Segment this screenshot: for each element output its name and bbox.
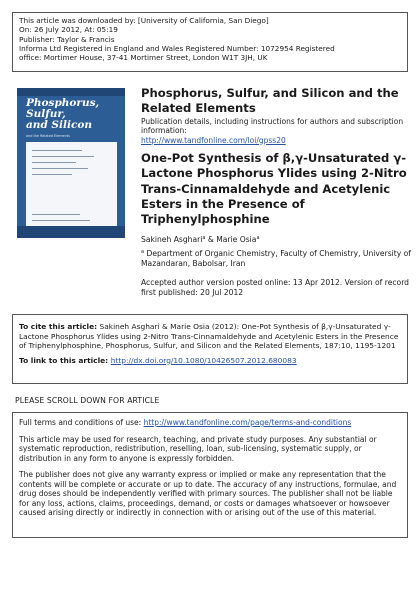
journal-title: Phosphorus, Sulfur, and Silicon and the Related Elements: [141, 86, 399, 115]
cover-subtitle: and the Related Elements: [26, 134, 70, 138]
publisher-line: Publisher: Taylor & Francis: [19, 34, 115, 44]
scroll-notice: PLEASE SCROLL DOWN FOR ARTICLE: [15, 396, 160, 405]
citation-text: To cite this article: Sakineh Asghari & Marie Osia (2012): One-Pot Synthesis of β,γ-Unsaturated γ-Lactone Phosphorus Ylides using 2-Nitro Trans-Cinnamaldehyde and Acetylenic Esters in the Presence of Triphenylphosphine, Phosphorus, Sulfur, and Silicon and the Related Elements, 187:10, 1195-1201: [19, 322, 399, 350]
office-line: office: Mortimer House, 37-41 Mortimer Street, London W1T 3JH, UK: [19, 53, 268, 63]
download-info-box: [12, 12, 408, 72]
terms-url-link[interactable]: http://www.tandfonline.com/page/terms-and-conditions: [143, 418, 352, 427]
author-name: Marie Osia: [216, 235, 257, 244]
doi-link[interactable]: http://dx.doi.org/10.1080/10426507.2012.680083: [110, 355, 297, 365]
link-label: To link to this article:: [19, 355, 111, 365]
journal-cover-image: [17, 88, 125, 238]
cover-title: Phosphorus, Sulfur, and Silicon: [26, 97, 100, 131]
journal-url-link[interactable]: http://www.tandfonline.com/loi/gpss20: [141, 135, 286, 145]
article-link-line: [19, 356, 401, 366]
citation-box: [12, 314, 408, 384]
terms-warranty-paragraph: The publisher does not give any warranty express or implied or make any representation that the contents will be complete or accurate or up to date. The accuracy of any instructions, formulae, and drug doses should be independently verified with primary sources. The publisher shall not be liable for any loss, actions, claims, proceedings, demand, or costs or damages whatsoever or howsoever caused arising directly or indirectly in connection with or arising out of the use of this material.: [19, 470, 397, 517]
article-title: One-Pot Synthesis of β,γ-Unsaturated γ-Lactone Phosphorus Ylides using 2-Nitro Trans-Cinnamaldehyde and Acetylenic Esters in the Presence of Triphenylphosphine: [141, 151, 407, 227]
registration-line: Informa Ltd Registered in England and Wales Registered Number: 1072954 Registered: [19, 43, 335, 53]
terms-intro: Full terms and conditions of use: http://www.tandfonline.com/page/terms-and-conditions: [19, 418, 352, 427]
terms-usage-paragraph: This article may be used for research, teaching, and private study purposes. Any substantial or systematic reproduction, redistribution, reselling, loan, sub-licensing, systematic supply, or distribution in any form to anyone is expressly forbidden.: [19, 434, 377, 463]
affiliation: $^a$ Department of Organic Chemistry, Faculty of Chemistry, University of Mazandaran, Babolsar, Iran: [141, 249, 411, 268]
terms-box: [12, 412, 408, 538]
download-line: This article was downloaded by: [University of California, San Diego]: [19, 16, 269, 25]
cover-contents-panel: [26, 142, 117, 235]
publication-history: Accepted author version posted online: 13 Apr 2012. Version of record first published: 20 Jul 2012: [141, 278, 410, 297]
download-date-line: On: 26 July 2012, At: 05:19: [19, 25, 118, 35]
author-line: Sakineh Asghari$^a$ & Marie Osia$^a$: [141, 235, 260, 244]
cite-label: To cite this article:: [19, 322, 98, 331]
cover-bottom-band: [17, 226, 125, 238]
publication-details: Publication details, including instructions for authors and subscription information: http://www.tandfonline.com/loi/gpss20: [141, 117, 404, 145]
cover-top-band: [17, 88, 125, 96]
author-name: Sakineh Asghari: [141, 235, 203, 244]
